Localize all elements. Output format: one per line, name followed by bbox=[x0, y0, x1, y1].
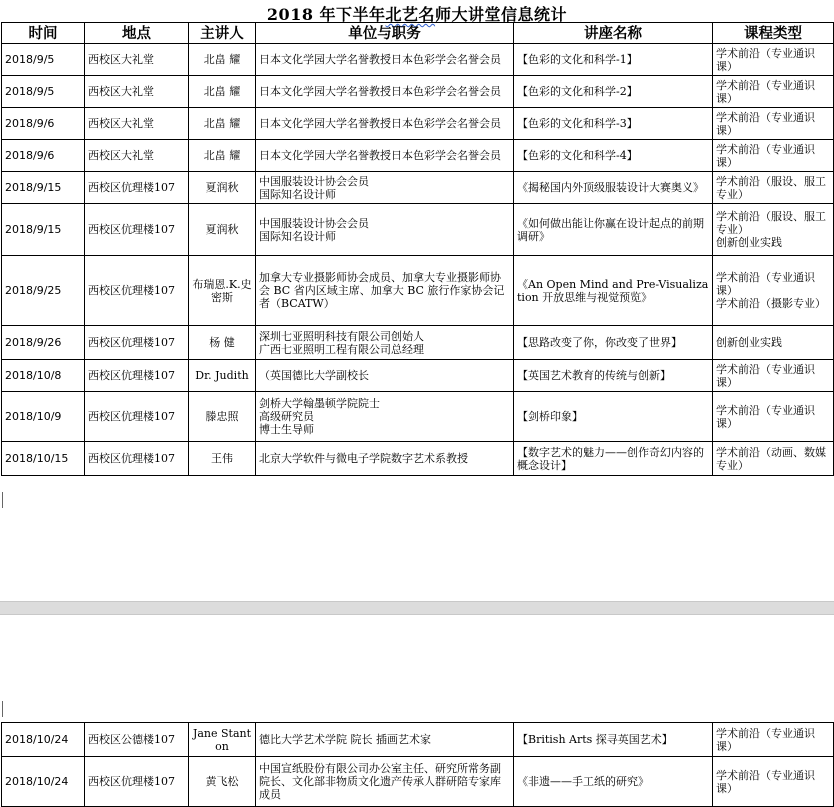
cell-type bbox=[713, 326, 834, 360]
cell-speaker-text: 北畠 耀 bbox=[203, 117, 241, 130]
cell-speaker-text: 王伟 bbox=[211, 452, 233, 465]
cell-speaker bbox=[189, 76, 256, 108]
header-type: 课程类型 bbox=[713, 23, 834, 44]
cell-lecture bbox=[514, 108, 713, 140]
cell-speaker bbox=[189, 108, 256, 140]
cell-unit-text: 日本文化学园大学名誉教授日本色彩学会名誉会员 bbox=[259, 85, 501, 98]
cell-speaker bbox=[189, 723, 256, 757]
cell-lecture bbox=[514, 442, 713, 476]
cell-time-text: 2018/10/15 bbox=[5, 452, 69, 465]
cell-time bbox=[2, 723, 85, 757]
cell-unit bbox=[256, 76, 514, 108]
cell-place bbox=[85, 204, 189, 256]
cell-speaker-text: Jane Stanton bbox=[192, 726, 252, 753]
cell-lecture bbox=[514, 256, 713, 326]
cell-unit-text: 日本文化学园大学名誉教授日本色彩学会名誉会员 bbox=[259, 53, 501, 66]
document-page-2 bbox=[0, 615, 834, 807]
header-time: 时间 bbox=[2, 23, 85, 44]
cell-type bbox=[713, 204, 834, 256]
cell-place-text: 西校区大礼堂 bbox=[88, 149, 154, 162]
cell-type bbox=[713, 360, 834, 392]
cell-unit-text: 北京大学软件与微电子学院数字艺术系教授 bbox=[259, 452, 468, 465]
cell-lecture bbox=[514, 392, 713, 442]
cell-unit-text: 中国服装设计协会会员 国际知名设计师 bbox=[259, 216, 369, 243]
cell-type bbox=[713, 108, 834, 140]
cell-speaker-text: 滕忠照 bbox=[205, 410, 239, 423]
table-row bbox=[2, 326, 834, 360]
cell-place bbox=[85, 326, 189, 360]
cell-lecture-text: 【英国艺术教育的传统与创新】 bbox=[517, 369, 671, 382]
cell-unit bbox=[256, 108, 514, 140]
cell-type bbox=[713, 723, 834, 757]
cell-lecture-text: 《如何做出能让你赢在设计起点的前期调研》 bbox=[517, 216, 704, 243]
table-row bbox=[2, 172, 834, 204]
cell-speaker bbox=[189, 44, 256, 76]
cell-lecture-text: 【数字艺术的魅力——创作奇幻内容的概念设计】 bbox=[517, 445, 704, 472]
cell-place-text: 西校区公德楼107 bbox=[88, 733, 175, 746]
cell-unit bbox=[256, 204, 514, 256]
cell-speaker-text: 夏润秋 bbox=[205, 181, 239, 194]
cell-place bbox=[85, 44, 189, 76]
header-lecture: 讲座名称 bbox=[514, 23, 713, 44]
cell-lecture bbox=[514, 76, 713, 108]
cell-time-text: 2018/9/5 bbox=[5, 53, 55, 66]
paragraph-marker bbox=[2, 701, 9, 717]
cell-unit-text: 加拿大专业摄影师协会成员、加拿大专业摄影师协会 BC 省内区域主席、加拿大 BC 旅行作家协会记者（BCATW） bbox=[259, 271, 505, 310]
cell-time bbox=[2, 392, 85, 442]
cell-time-text: 2018/10/8 bbox=[5, 369, 62, 382]
cell-type bbox=[713, 256, 834, 326]
cell-type-text: 学术前沿（专业通识课） bbox=[716, 362, 815, 389]
cell-unit-text: 深圳七亚照明科技有限公司创始人 广西七亚照明工程有限公司总经理 bbox=[259, 329, 424, 356]
table-row bbox=[2, 76, 834, 108]
cell-speaker-text: 布瑞恩.K.史密斯 bbox=[192, 277, 252, 304]
cell-speaker bbox=[189, 442, 256, 476]
cell-lecture bbox=[514, 723, 713, 757]
cell-unit-text: 日本文化学园大学名誉教授日本色彩学会名誉会员 bbox=[259, 117, 501, 130]
cell-time bbox=[2, 108, 85, 140]
cell-place bbox=[85, 256, 189, 326]
cell-place-text: 西校区伉理楼107 bbox=[88, 223, 175, 236]
cell-type-text: 创新创业实践 bbox=[716, 336, 782, 349]
cell-speaker-text: 夏润秋 bbox=[205, 223, 239, 236]
cell-speaker bbox=[189, 204, 256, 256]
cell-lecture-text: 【色彩的文化和科学-2】 bbox=[517, 85, 638, 98]
cell-unit bbox=[256, 326, 514, 360]
cell-place-text: 西校区伉理楼107 bbox=[88, 181, 175, 194]
cell-speaker bbox=[189, 360, 256, 392]
title-underlined: 北艺名 bbox=[385, 5, 436, 24]
cell-time-text: 2018/10/24 bbox=[5, 775, 69, 788]
cell-speaker bbox=[189, 326, 256, 360]
cell-speaker bbox=[189, 757, 256, 807]
cell-unit bbox=[256, 757, 514, 807]
cell-type bbox=[713, 76, 834, 108]
cell-type bbox=[713, 442, 834, 476]
cell-speaker-text: 北畠 耀 bbox=[203, 85, 241, 98]
cell-time bbox=[2, 204, 85, 256]
cell-unit bbox=[256, 442, 514, 476]
cell-speaker-text: 北畠 耀 bbox=[203, 53, 241, 66]
cell-place bbox=[85, 360, 189, 392]
cell-type-text: 学术前沿（专业通识课） bbox=[716, 78, 815, 105]
cell-lecture-text: 【思路改变了你，你改变了世界】 bbox=[517, 336, 682, 349]
cell-type-text: 学术前沿（动画、数媒专业） bbox=[716, 445, 826, 472]
lecture-table-continued bbox=[1, 722, 834, 807]
cell-unit bbox=[256, 392, 514, 442]
lecture-table bbox=[1, 22, 834, 476]
cell-place-text: 西校区伉理楼107 bbox=[88, 369, 175, 382]
cell-lecture bbox=[514, 204, 713, 256]
cell-time bbox=[2, 140, 85, 172]
cell-speaker bbox=[189, 256, 256, 326]
cell-lecture-text: 【British Arts 探寻英国艺术】 bbox=[517, 733, 673, 746]
cell-unit-text: 中国宣纸股份有限公司办公室主任、研究所常务副院长、文化部非物质文化遗产传承人群研陪专家库成员 bbox=[259, 762, 501, 801]
cell-place-text: 西校区伉理楼107 bbox=[88, 452, 175, 465]
cell-type-text: 学术前沿（专业通识课） bbox=[716, 46, 815, 73]
cell-speaker-text: 北畠 耀 bbox=[203, 149, 241, 162]
cell-speaker-text: 黄飞松 bbox=[205, 775, 239, 788]
cell-unit-text: （英国德比大学副校长 bbox=[259, 369, 369, 382]
cell-place bbox=[85, 757, 189, 807]
cell-lecture-text: 《揭秘国内外顶级服装设计大赛奥义》 bbox=[517, 181, 704, 194]
cell-lecture bbox=[514, 172, 713, 204]
cell-type-text: 学术前沿（专业通识课） bbox=[716, 142, 815, 169]
cell-speaker-text: Dr. Judith bbox=[195, 369, 249, 382]
cell-type bbox=[713, 140, 834, 172]
cell-place bbox=[85, 76, 189, 108]
cell-type-text: 学术前沿（专业通识课） bbox=[716, 726, 815, 753]
cell-unit-text: 德比大学艺术学院 院长 插画艺术家 bbox=[259, 733, 431, 746]
table-row bbox=[2, 392, 834, 442]
title-suffix: 师大讲堂信息统计 bbox=[435, 5, 568, 24]
cell-speaker bbox=[189, 392, 256, 442]
header-speaker: 主讲人 bbox=[189, 23, 256, 44]
cell-place-text: 西校区大礼堂 bbox=[88, 53, 154, 66]
cell-type bbox=[713, 44, 834, 76]
cell-place bbox=[85, 392, 189, 442]
cell-unit bbox=[256, 140, 514, 172]
cell-time-text: 2018/9/6 bbox=[5, 117, 55, 130]
cell-time-text: 2018/9/5 bbox=[5, 85, 55, 98]
cell-type bbox=[713, 392, 834, 442]
cell-lecture bbox=[514, 326, 713, 360]
cell-time-text: 2018/9/26 bbox=[5, 336, 62, 349]
table-row bbox=[2, 442, 834, 476]
cell-lecture-text: 《非遗——手工纸的研究》 bbox=[517, 775, 649, 788]
cell-time-text: 2018/9/25 bbox=[5, 284, 62, 297]
cell-lecture bbox=[514, 360, 713, 392]
cell-speaker bbox=[189, 140, 256, 172]
cell-place bbox=[85, 723, 189, 757]
cell-unit-text: 中国服装设计协会会员 国际知名设计师 bbox=[259, 174, 369, 201]
cell-time-text: 2018/10/24 bbox=[5, 733, 69, 746]
cell-type-text: 学术前沿（专业通识课） bbox=[716, 768, 815, 795]
cell-unit bbox=[256, 256, 514, 326]
cell-type-text: 学术前沿（专业通识课） bbox=[716, 110, 815, 137]
cell-place-text: 西校区伉理楼107 bbox=[88, 336, 175, 349]
cell-time bbox=[2, 76, 85, 108]
cell-place bbox=[85, 172, 189, 204]
cell-time-text: 2018/9/6 bbox=[5, 149, 55, 162]
cell-type-text: 学术前沿（服设、服工专业） bbox=[716, 174, 826, 201]
cell-type bbox=[713, 172, 834, 204]
table-row bbox=[2, 256, 834, 326]
cell-time bbox=[2, 360, 85, 392]
cell-lecture bbox=[514, 44, 713, 76]
table-row bbox=[2, 44, 834, 76]
table-row bbox=[2, 757, 834, 807]
cell-place-text: 西校区伉理楼107 bbox=[88, 775, 175, 788]
cell-speaker bbox=[189, 172, 256, 204]
cell-time bbox=[2, 256, 85, 326]
header-unit: 单位与职务 bbox=[256, 23, 514, 44]
cell-place bbox=[85, 442, 189, 476]
cell-time bbox=[2, 326, 85, 360]
cell-unit bbox=[256, 723, 514, 757]
cell-lecture-text: 【剑桥印象】 bbox=[517, 410, 583, 423]
title-prefix: 2018 年下半年 bbox=[266, 5, 386, 24]
cell-lecture-text: 【色彩的文化和科学-4】 bbox=[517, 149, 638, 162]
cell-place-text: 西校区伉理楼107 bbox=[88, 284, 175, 297]
cell-time bbox=[2, 757, 85, 807]
table-row bbox=[2, 108, 834, 140]
cell-unit-text: 日本文化学园大学名誉教授日本色彩学会名誉会员 bbox=[259, 149, 501, 162]
cell-place-text: 西校区大礼堂 bbox=[88, 117, 154, 130]
cell-lecture-text: 【色彩的文化和科学-1】 bbox=[517, 53, 638, 66]
cell-type-text: 学术前沿（服设、服工专业） 创新创业实践 bbox=[716, 210, 826, 249]
cell-lecture-text: 【色彩的文化和科学-3】 bbox=[517, 117, 638, 130]
cell-place-text: 西校区伉理楼107 bbox=[88, 410, 175, 423]
table-row bbox=[2, 723, 834, 757]
table-row bbox=[2, 360, 834, 392]
cell-lecture-text: 《An Open Mind and Pre-Visualization 开放思维与视觉预览》 bbox=[517, 277, 709, 304]
table-row bbox=[2, 140, 834, 172]
cell-unit bbox=[256, 44, 514, 76]
page-break bbox=[0, 601, 834, 615]
cell-lecture bbox=[514, 140, 713, 172]
header-place: 地点 bbox=[85, 23, 189, 44]
table-row bbox=[2, 204, 834, 256]
cell-unit bbox=[256, 172, 514, 204]
cell-place bbox=[85, 108, 189, 140]
cell-place-text: 西校区大礼堂 bbox=[88, 85, 154, 98]
cell-time-text: 2018/9/15 bbox=[5, 181, 62, 194]
cell-type-text: 学术前沿（专业通识课） 学术前沿（摄影专业） bbox=[716, 271, 826, 310]
cell-speaker-text: 杨 健 bbox=[209, 336, 235, 349]
cell-unit-text: 剑桥大学翰墨顿学院院士 高级研究员 博士生导师 bbox=[259, 397, 380, 436]
cell-type-text: 学术前沿（专业通识课） bbox=[716, 403, 815, 430]
cell-unit bbox=[256, 360, 514, 392]
cell-type bbox=[713, 757, 834, 807]
cell-time bbox=[2, 442, 85, 476]
cell-time-text: 2018/9/15 bbox=[5, 223, 62, 236]
cell-time-text: 2018/10/9 bbox=[5, 410, 62, 423]
cell-time bbox=[2, 172, 85, 204]
paragraph-marker bbox=[2, 492, 9, 508]
cell-lecture bbox=[514, 757, 713, 807]
cell-time bbox=[2, 44, 85, 76]
table-header-row bbox=[2, 23, 834, 44]
cell-place bbox=[85, 140, 189, 172]
